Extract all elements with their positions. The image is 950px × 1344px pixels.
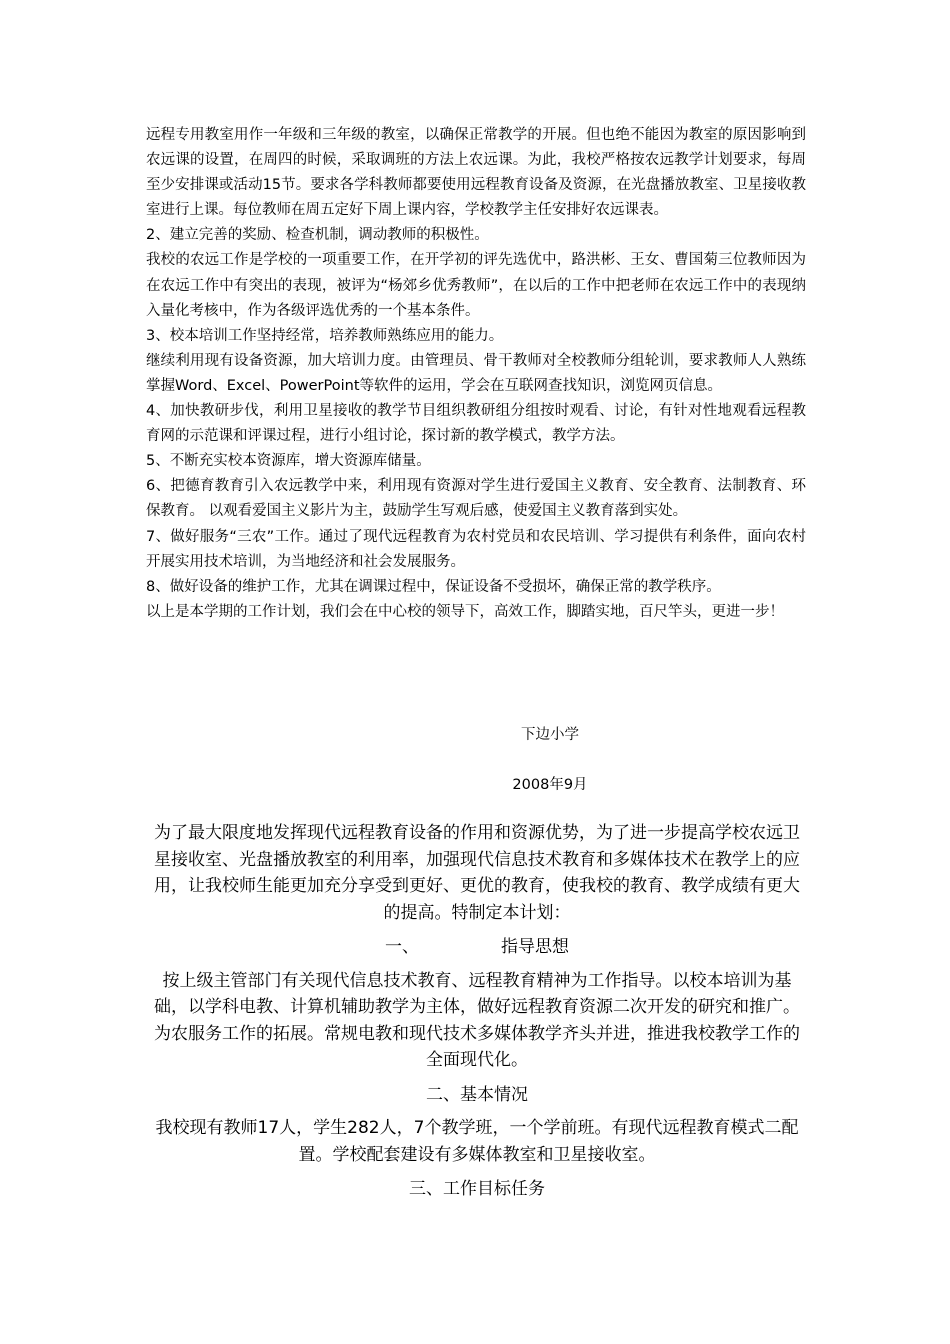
item-8: 8、做好设备的维护工作，尤其在调课过程中，保证设备不受损坏，确保正常的教学秩序。: [146, 578, 721, 595]
paragraph-remote-classroom: 远程专用教室用作一年级和三年级的教室，以确保正常教学的开展。但也绝不能因为教室的原因影响到农远课的设置，在周四的时候，采取调班的方法上农远课。为此，我校严格按农远教学计划要求，每周至少安排课或活动15节。要求各学科教师都要使用远程教育设备及资源，在光盘播放教室、卫星接收教室进行上课。每位教师在周五定好下周上课内容，学校教学主任安排好农远课表。: [146, 127, 806, 219]
item-7: 7、做好服务“三农”工作。通过了现代远程教育为农村党员和农民培训、学习提供有利条件，面向农村开展实用技术培训，为当地经济和社会发展服务。: [146, 528, 806, 570]
paragraph-training: 继续利用现有设备资源，加大培训力度。由管理员、骨干教师对全校教师分组轮训，要求教师人人熟练掌握Word、Excel、PowerPoint等软件的运用，学会在互联网查找知识，浏览网页信息。: [146, 352, 806, 394]
item-2-title: 2、建立完善的奖励、检查机制，调动教师的积极性。: [146, 227, 489, 244]
item-3-title: 3、校本培训工作坚持经常，培养教师熟练应用的能力。: [146, 327, 504, 344]
item-4: 4、加快教研步伐，利用卫星接收的教学节目组织教研组分组按时观看、讨论，有针对性地观看远程教育网的示范课和评课过程，进行小组讨论，探讨新的教学模式，教学方法。: [146, 403, 806, 445]
plan-section-continued: [146, 123, 806, 625]
heading-text: 指导思想: [501, 937, 569, 957]
guiding-paragraph: 按上级主管部门有关现代信息技术教育、远程教育精神为工作指导。以校本培训为基础，以学科电教、计算机辅助教学为主体，做好远程教育资源二次开发的研究和推广。为农服务工作的拓展。常规电教和现代技术多媒体教学齐头并进，推进我校教学工作的全面现代化。: [154, 970, 800, 1070]
plan-section-new: [146, 820, 808, 1210]
basic-situation-paragraph: 我校现有教师17人，学生282人，7个教学班，一个学前班。有现代远程教育模式二配置。学校配套建设有多媒体教室和卫星接收室。: [155, 1118, 799, 1165]
heading-number: 一、: [385, 937, 419, 957]
paragraph-awards: 我校的农远工作是学校的一项重要工作，在开学初的评先选优中，路洪彬、王女、曹国菊三位教师因为在农远工作中有突出的表现，被评为“杨郊乡优秀教师”，在以后的工作中把老师在农远工作中的表现纳入量化考核中，作为各级评选优秀的一个基本条件。: [146, 252, 806, 319]
school-signature: 下边小学: [521, 727, 579, 743]
heading-basic-situation: 二、基本情况: [426, 1084, 528, 1105]
item-5: 5、不断充实校本资源库，增大资源库储量。: [146, 453, 431, 470]
heading-guiding-thought: [146, 934, 808, 961]
item-6: 6、把德育教育引入农远教学中来，利用现有资源对学生进行爱国主义教育、安全教育、法制教育、环保教育。 以观看爱国主义影片为主，鼓励学生写观后感，使爱国主义教育落到实处。: [146, 478, 806, 520]
closing-paragraph: 以上是本学期的工作计划，我们会在中心校的领导下，高效工作，脚踏实地，百尺竿头，更进一步！: [146, 603, 784, 620]
heading-goals: 三、工作目标任务: [409, 1179, 545, 1199]
signature-date: 2008年9月: [512, 777, 588, 793]
intro-paragraph: 为了最大限度地发挥现代远程教育设备的作用和资源优势，为了进一步提高学校农远卫星接收室、光盘播放教室的利用率，加强现代信息技术教育和多媒体技术在教学上的应用，让我校师生能更加充分享受到更好、更优的教育，使我校的教育、教学成绩有更大的提高。特制定本计划：: [154, 823, 800, 923]
